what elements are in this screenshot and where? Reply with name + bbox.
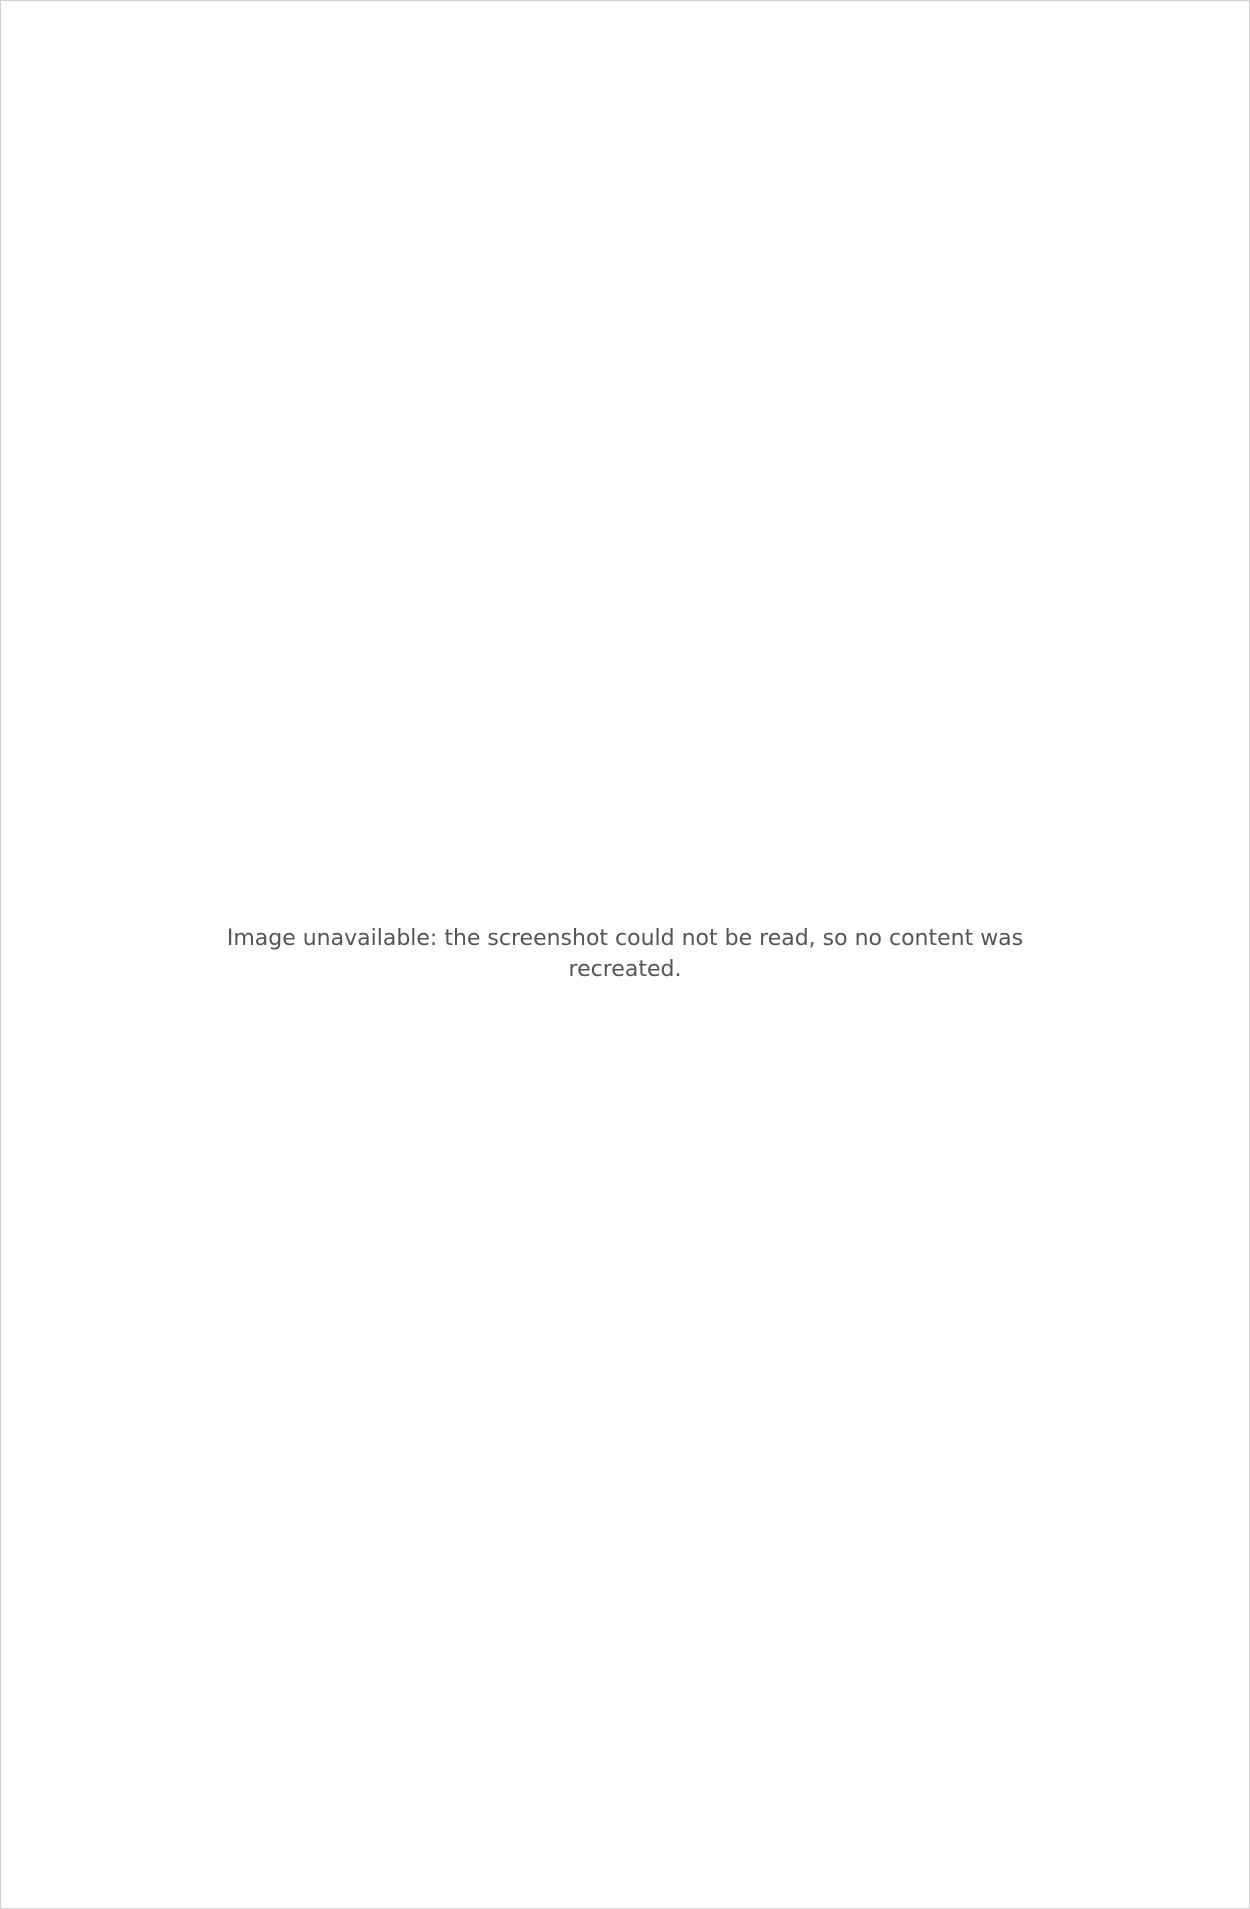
- placeholder-message: Image unavailable: the screenshot could not be read, so no content was recreated.: [226, 925, 1024, 982]
